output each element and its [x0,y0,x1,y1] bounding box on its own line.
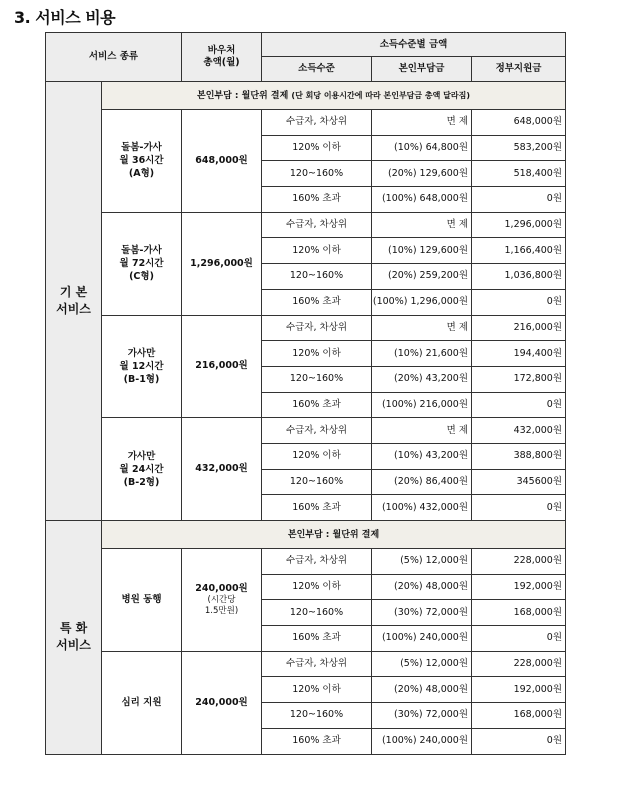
basic-notice-detail: (단 회당 이용시간에 따라 본인부담금 총액 달라짐) [291,90,470,100]
income-level-cell: 160% 초과 [262,289,372,315]
service-name: 심리 지원 [102,651,182,754]
section-basic-line2: 서비스 [56,302,91,316]
service-name: 병원 동행 [102,549,182,652]
header-voucher-line2: 총액(월) [203,57,240,68]
self-pay-cell: (100%) 1,296,000원 [372,289,472,315]
section-label-basic [46,82,102,521]
self-pay-cell: (20%) 48,000원 [372,677,472,703]
service-name-line: 월 36시간 [119,155,164,167]
service-name-line: 돌봄-가사 [121,142,162,154]
gov-support-cell: 0원 [472,289,566,315]
self-pay-cell: (100%) 240,000원 [372,626,472,652]
self-pay-cell: (10%) 64,800원 [372,135,472,161]
income-level-cell: 120~160% [262,161,372,187]
self-pay-cell: (20%) 48,000원 [372,574,472,600]
basic-payment-notice [102,82,566,110]
voucher-amount: 216,000원 [182,315,262,418]
voucher-amount-note: 1.5만원) [204,605,239,616]
income-level-cell: 120~160% [262,600,372,626]
service-name [102,110,182,213]
self-pay-cell: (20%) 129,600원 [372,161,472,187]
section-special-line1: 특 화 [59,621,88,636]
gov-support-cell: 518,400원 [472,161,566,187]
gov-support-cell: 192,000원 [472,574,566,600]
service-name [102,315,182,418]
income-level-cell: 수급자, 차상위 [262,315,372,341]
page-title: 3. 서비스 비용 [14,8,116,27]
header-income-level: 소득수준 [262,57,372,82]
self-pay-cell: (10%) 129,600원 [372,238,472,264]
gov-support-cell: 216,000원 [472,315,566,341]
gov-support-cell: 648,000원 [472,110,566,136]
service-name-line: 가사만 [127,450,156,462]
income-level-cell: 120% 이하 [262,443,372,469]
income-level-cell: 160% 초과 [262,626,372,652]
section-special-line2: 서비스 [56,638,91,653]
section-basic-line1: 기 본 [59,285,88,299]
income-level-cell: 120% 이하 [262,135,372,161]
gov-support-cell: 194,400원 [472,341,566,367]
header-gov-support: 정부지원금 [472,57,566,82]
self-pay-cell: (10%) 43,200원 [372,443,472,469]
gov-support-cell: 345600원 [472,469,566,495]
gov-support-cell: 168,000원 [472,600,566,626]
self-pay-cell: 면 제 [372,315,472,341]
gov-support-cell: 228,000원 [472,651,566,677]
section-label-special [46,521,102,755]
gov-support-cell: 0원 [472,626,566,652]
service-name-line: 월 24시간 [119,463,164,475]
service-name [102,212,182,315]
self-pay-cell: (100%) 648,000원 [372,187,472,213]
gov-support-cell: 583,200원 [472,135,566,161]
self-pay-cell: (20%) 86,400원 [372,469,472,495]
gov-support-cell: 1,166,400원 [472,238,566,264]
service-name-line: 월 12시간 [119,360,164,372]
basic-notice-main: 본인부담 : 월단위 결제 [197,90,289,101]
income-level-cell: 120% 이하 [262,238,372,264]
header-voucher-total [182,33,262,82]
income-level-cell: 120% 이하 [262,341,372,367]
service-cost-table [45,32,566,755]
header-service-type: 서비스 종류 [46,33,182,82]
service-name-line: (B-2형) [123,476,160,488]
income-level-cell: 120~160% [262,264,372,290]
income-level-cell: 수급자, 차상위 [262,212,372,238]
income-level-cell: 수급자, 차상위 [262,651,372,677]
income-level-cell: 120% 이하 [262,574,372,600]
income-level-cell: 수급자, 차상위 [262,418,372,444]
voucher-amount-note: (시간당 [207,594,236,605]
voucher-amount-value: 240,000원 [195,582,248,594]
service-name-line: 가사만 [127,347,156,359]
income-level-cell: 160% 초과 [262,728,372,754]
service-name-line: (C형) [129,271,154,283]
gov-support-cell: 0원 [472,495,566,521]
self-pay-cell: 면 제 [372,418,472,444]
income-level-cell: 160% 초과 [262,187,372,213]
gov-support-cell: 228,000원 [472,549,566,575]
service-name-line: 월 72시간 [119,258,164,270]
income-level-cell: 120~160% [262,469,372,495]
income-level-cell: 120~160% [262,366,372,392]
service-name-line: 돌봄-가사 [121,245,162,257]
gov-support-cell: 172,800원 [472,366,566,392]
header-income-group: 소득수준별 금액 [262,33,566,57]
gov-support-cell: 192,000원 [472,677,566,703]
voucher-amount: 432,000원 [182,418,262,521]
self-pay-cell: (30%) 72,000원 [372,703,472,729]
voucher-amount: 240,000원 [182,651,262,754]
income-level-cell: 수급자, 차상위 [262,110,372,136]
self-pay-cell: (5%) 12,000원 [372,651,472,677]
self-pay-cell: (10%) 21,600원 [372,341,472,367]
gov-support-cell: 0원 [472,392,566,418]
self-pay-cell: 면 제 [372,110,472,136]
gov-support-cell: 388,800원 [472,443,566,469]
income-level-cell: 160% 초과 [262,392,372,418]
self-pay-cell: (20%) 259,200원 [372,264,472,290]
gov-support-cell: 0원 [472,187,566,213]
gov-support-cell: 432,000원 [472,418,566,444]
self-pay-cell: (5%) 12,000원 [372,549,472,575]
header-self-pay: 본인부담금 [372,57,472,82]
voucher-amount [182,549,262,652]
gov-support-cell: 1,036,800원 [472,264,566,290]
income-level-cell: 수급자, 차상위 [262,549,372,575]
self-pay-cell: (100%) 216,000원 [372,392,472,418]
self-pay-cell: (100%) 432,000원 [372,495,472,521]
self-pay-cell: 면 제 [372,212,472,238]
service-name [102,418,182,521]
service-name-line: (B-1형) [123,373,160,385]
self-pay-cell: (20%) 43,200원 [372,366,472,392]
income-level-cell: 120~160% [262,703,372,729]
voucher-amount: 1,296,000원 [182,212,262,315]
table-body [46,82,566,755]
gov-support-cell: 168,000원 [472,703,566,729]
header-voucher-line1: 바우처 [207,45,236,56]
gov-support-cell: 1,296,000원 [472,212,566,238]
service-name-line: (A형) [128,168,155,180]
self-pay-cell: (30%) 72,000원 [372,600,472,626]
gov-support-cell: 0원 [472,728,566,754]
income-level-cell: 160% 초과 [262,495,372,521]
self-pay-cell: (100%) 240,000원 [372,728,472,754]
voucher-amount: 648,000원 [182,110,262,213]
special-payment-notice: 본인부담 : 월단위 결제 [102,521,566,549]
income-level-cell: 120% 이하 [262,677,372,703]
